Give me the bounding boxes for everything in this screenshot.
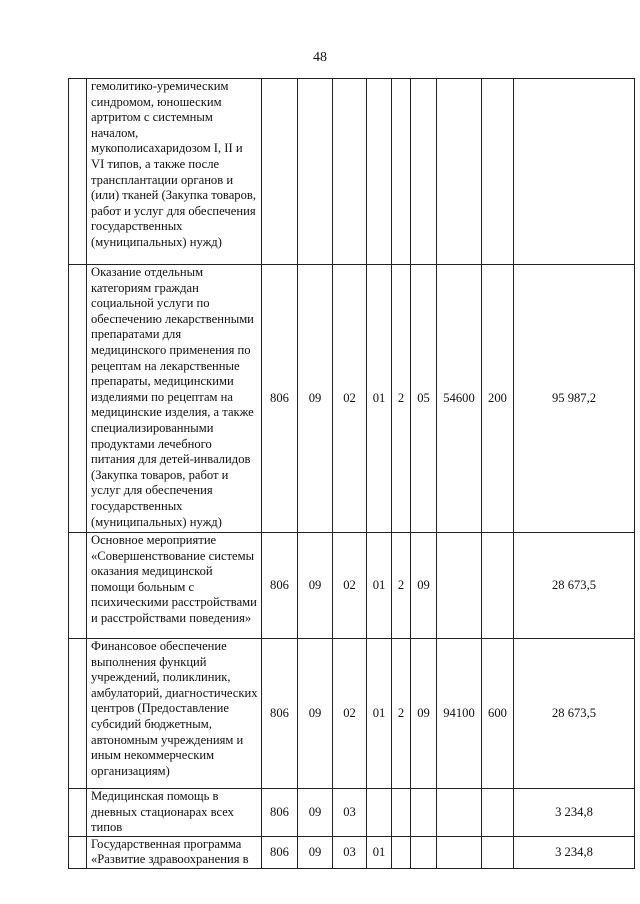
cell-program: 01 bbox=[367, 533, 392, 639]
row-index-cell bbox=[69, 836, 87, 868]
cell-subprogram bbox=[392, 79, 411, 265]
row-index-cell bbox=[69, 789, 87, 837]
cell-subprogram: 2 bbox=[392, 265, 411, 533]
cell-event: 09 bbox=[411, 533, 437, 639]
cell-amount: 3 234,8 bbox=[514, 789, 635, 837]
cell-direction: 54600 bbox=[437, 265, 482, 533]
cell-expense-type: 200 bbox=[482, 265, 514, 533]
cell-admin: 806 bbox=[262, 639, 298, 789]
table-row bbox=[69, 789, 635, 837]
cell-subsection: 03 bbox=[333, 789, 367, 837]
cell-expense-type bbox=[482, 789, 514, 837]
cell-direction: 94100 bbox=[437, 639, 482, 789]
table-row bbox=[69, 79, 635, 265]
row-name: Медицинская помощь в дневных стационарах всех типов bbox=[87, 789, 262, 837]
table-row bbox=[69, 533, 635, 639]
cell-direction bbox=[437, 79, 482, 265]
cell-amount: 28 673,5 bbox=[514, 639, 635, 789]
cell-expense-type bbox=[482, 533, 514, 639]
row-name: Государственная программа «Развитие здравоохранения в bbox=[87, 836, 262, 868]
cell-admin: 806 bbox=[262, 789, 298, 837]
table-row bbox=[69, 265, 635, 533]
cell-subsection: 02 bbox=[333, 265, 367, 533]
cell-expense-type bbox=[482, 836, 514, 868]
cell-amount: 3 234,8 bbox=[514, 836, 635, 868]
cell-event bbox=[411, 789, 437, 837]
cell-subprogram: 2 bbox=[392, 533, 411, 639]
cell-event bbox=[411, 79, 437, 265]
cell-subprogram: 2 bbox=[392, 639, 411, 789]
cell-admin: 806 bbox=[262, 265, 298, 533]
row-index-cell bbox=[69, 639, 87, 789]
cell-program: 01 bbox=[367, 836, 392, 868]
cell-program bbox=[367, 789, 392, 837]
table-row bbox=[69, 639, 635, 789]
cell-admin bbox=[262, 79, 298, 265]
cell-subprogram bbox=[392, 789, 411, 837]
cell-subsection: 03 bbox=[333, 836, 367, 868]
table-row bbox=[69, 836, 635, 868]
cell-program: 01 bbox=[367, 265, 392, 533]
cell-subsection: 02 bbox=[333, 533, 367, 639]
cell-section bbox=[298, 79, 333, 265]
row-name: гемолитико-уремическим синдромом, юношеским артритом с системным началом, мукополисахаридозом I, II и VI типов, а также после трансплантации органов и (или) тканей (Закупка товаров, работ и услуг для обеспечения государственных (муниципальных) нужд) bbox=[87, 79, 262, 265]
page-number: 48 bbox=[313, 50, 327, 65]
cell-admin: 806 bbox=[262, 533, 298, 639]
row-name: Оказание отдельным категориям граждан социальной услуги по обеспечению лекарственными препаратами для медицинского применения по рецептам на лекарственные препараты, медицинскими изделиями по рецептам на медицинские изделия, а также специализированными продуктами лечебного питания для детей-инвалидов (Закупка товаров, работ и услуг для обеспечения государственных (муниципальных) нужд) bbox=[87, 265, 262, 533]
cell-program: 01 bbox=[367, 639, 392, 789]
cell-section: 09 bbox=[298, 265, 333, 533]
cell-amount: 28 673,5 bbox=[514, 533, 635, 639]
cell-program bbox=[367, 79, 392, 265]
cell-direction bbox=[437, 836, 482, 868]
cell-section: 09 bbox=[298, 533, 333, 639]
cell-admin: 806 bbox=[262, 836, 298, 868]
cell-expense-type: 600 bbox=[482, 639, 514, 789]
cell-section: 09 bbox=[298, 639, 333, 789]
row-index-cell bbox=[69, 533, 87, 639]
cell-amount bbox=[514, 79, 635, 265]
cell-direction bbox=[437, 533, 482, 639]
row-index-cell bbox=[69, 265, 87, 533]
cell-direction bbox=[437, 789, 482, 837]
cell-expense-type bbox=[482, 79, 514, 265]
budget-table bbox=[68, 78, 635, 869]
cell-event: 05 bbox=[411, 265, 437, 533]
cell-event bbox=[411, 836, 437, 868]
cell-event: 09 bbox=[411, 639, 437, 789]
cell-section: 09 bbox=[298, 836, 333, 868]
cell-subsection: 02 bbox=[333, 639, 367, 789]
row-name: Финансовое обеспечение выполнения функций учреждений, поликлиник, амбулаторий, диагностических центров (Предоставление субсидий бюджетным, автономным учреждениям и иным некоммерческим организациям) bbox=[87, 639, 262, 789]
cell-section: 09 bbox=[298, 789, 333, 837]
row-name: Основное мероприятие «Совершенствование системы оказания медицинской помощи больным с психическими расстройствами и расстройствами поведения» bbox=[87, 533, 262, 639]
cell-subprogram bbox=[392, 836, 411, 868]
row-index-cell bbox=[69, 79, 87, 265]
cell-subsection bbox=[333, 79, 367, 265]
cell-amount: 95 987,2 bbox=[514, 265, 635, 533]
